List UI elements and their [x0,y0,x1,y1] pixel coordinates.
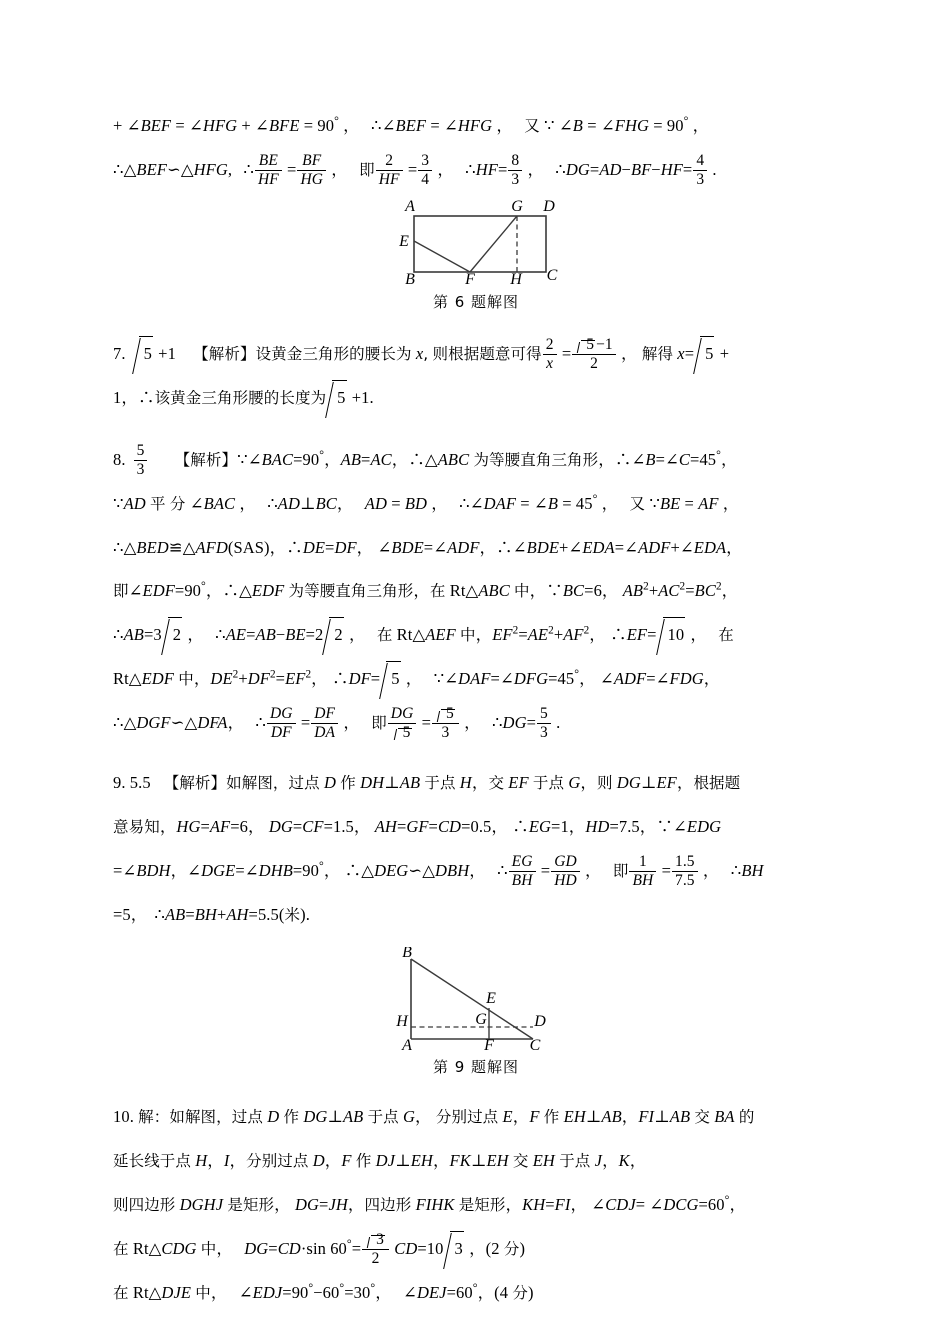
fraction-df-da: $\frac{DF}{DA}$ [311,705,338,741]
paragraph-q9-line1: 9. 5.5 【解析】如解图，过点 D 作 DH⊥AB 于点 H，交 EF 于点 G，则 DG⊥EF，根据题 [113,773,741,792]
label-g: G [511,198,523,215]
figure-q9-caption: 第 9 题解图 [432,1058,520,1076]
paragraph-q8-line4: 即∠EDF=90°，∴△EDF 为等腰直角三角形，在 Rt△ABC 中，∵BC=6， $AB^2+AC^2=BC^2$， [113,578,739,600]
label-h: H [396,1013,408,1030]
label-b: B [405,271,415,286]
figure-q6 [113,198,839,312]
label-a: A [405,198,415,215]
paragraph-q6-continued: + ∠BEF = ∠HFG + ∠BFE = 90° ， ∴∠BEF = ∠HFG ， 又 ∵ ∠B = ∠FHG = 90° ， [113,113,710,135]
label-d: D [543,198,555,215]
paragraph-q9-line2: 意易知，HG=AF=6， DG=CF=1.5， AH=GF=CD=0.5， ∴EG=1，HD=7.5，∵∠EDG [113,817,722,836]
paragraph-q10-line3: 则四边形 DGHJ 是矩形， DG=JH，四边形 FIHK 是矩形，KH=FI， ∠CDJ= ∠DCG=60°， [113,1192,747,1214]
fraction-result-5-3: $\frac{5}{3}$ [537,705,551,741]
sqrt-5: 5 [134,332,153,375]
paragraph-q6-continued-2: ∴△BEF∽△HFG, ∴ $\frac{BE}{HF}$ = $\frac{BF}{HG}$ ， 即 $\frac{2}{HF}$ = $\frac{3}{4}$ ， ∴HF= $\frac{8}{3}$ ， ∴DG=AD−BF−HF= $\frac{4}{3}$ . [113,152,717,188]
fraction-eg-bh: $\frac{EG}{BH}$ [509,853,536,889]
fraction-sqrt5-3: $\frac{5}{3}$ [432,705,459,741]
fraction-2-x: $\frac{2}{x}$ [543,336,557,372]
paragraph-q7-line1: 7. 5 +1 【解析】设黄金三角形的腰长为 x, 则根据题意可得 $\frac{2}{x}$ = $\frac{5 -1}{2}$ ， 解得 x= 5 + [113,332,839,376]
label-e: E [486,990,496,1007]
label-g: G [475,1011,487,1028]
fraction-answer-5-3: $\frac{5}{3}$ [134,442,148,478]
figure-q9-svg [381,947,571,1051]
paragraph-q8-line1: 8. $\frac{5}{3}$ 【解析】∵∠BAC=90°，AB=AC，∴△ABC 为等腰直角三角形，∴∠B=∠C=45°， [113,442,738,478]
fraction-4-3: $\frac{4}{3}$ [693,152,707,188]
label-c: C [529,1037,541,1051]
document-content [113,104,839,1315]
paragraph-q7-line2: 1，∴该黄金三角形腰的长度为 5 +1. [113,376,839,420]
fraction-1-bh: $\frac{1}{BH}$ [629,853,656,889]
paragraph-q9-line4: =5， ∴AB=BH+AH=5.5(米). [113,905,310,924]
paragraph-q8-line5: ∴AB=3 2 ， ∴AE=AB−BE=2 2 ， 在 Rt△AEF 中，$EF^2=AE^2+AF^2$， ∴EF= 10 ， 在 [113,613,839,657]
segment-ef [414,241,470,272]
label-a: A [402,1037,412,1051]
fraction-gd-hd: $\frac{GD}{HD}$ [551,853,580,889]
rectangle-abcd [414,216,546,272]
fraction-2-hf: $\frac{2}{HF}$ [376,152,403,188]
label-c: C [546,267,558,284]
fraction-dg-df: $\frac{DG}{DF}$ [267,705,296,741]
fraction-8-3: $\frac{8}{3}$ [508,152,522,188]
paragraph-q9-line3: =∠BDH，∠DGE=∠DHB=90°， ∴△DEG∽△DBH， ∴ $\frac{EG}{BH}$ = $\frac{GD}{HD}$ ， 即 $\frac{1}{BH}$ = $\frac{1.5}{7.5}$ ， ∴BH [113,853,764,889]
label-f: F [484,1037,494,1051]
fraction-be-hf: $\frac{BE}{HF}$ [255,152,282,188]
fraction-sqrt3-2: $\frac{3}{2}$ [362,1231,389,1267]
paragraph-q10-line1: 10. 解：如解图，过点 D 作 DG⊥AB 于点 G， 分别过点 E，F 作 EH⊥AB，FI⊥AB 交 BA 的 [113,1107,755,1126]
fraction-sqrt5-minus1-2: $\frac{5 -1}{2}$ [572,336,616,372]
label-h: H [510,271,522,286]
figure-q6-caption: 第 6 题解图 [432,293,520,311]
paragraph-q8-line6: Rt△EDF 中，$DE^2+DF^2=EF^2$， ∴DF= 5 ， ∵∠DAF=∠DFG=45°， ∠ADF=∠FDG， [113,657,839,701]
paragraph-q10-line4: 在 Rt△CDG 中， DG=CD·sin 60°= $\frac{3}{2}$ CD=10 3 ，(2 分) [113,1227,839,1271]
paragraph-q8-line2: ∵AD 平 分 ∠BAC ， ∴AD⊥BC， AD = BD ， ∴∠DAF = ∠B = 45° ， 又 ∵BE = AF ， [113,491,740,513]
label-b: B [402,947,412,961]
label-e: E [399,233,409,250]
paragraph-q8-line3: ∴△BED≌△AFD(SAS)，∴DE=DF， ∠BDE=∠ADF，∴∠BDE+∠EDA=∠ADF+∠EDA， [113,538,743,557]
paragraph-q10-line5: 在 Rt△DJE 中， ∠EDJ=90°−60°=30°， ∠DEJ=60°，(4 分) [113,1280,534,1302]
fraction-bf-hg: $\frac{BF}{HG}$ [297,152,326,188]
label-f: F [465,271,475,286]
figure-q9 [113,947,839,1077]
paragraph-q10-line2: 延长线于点 H，I，分别过点 D，F 作 DJ⊥EH，FK⊥EH 交 EH 于点 J，K， [113,1151,647,1170]
fraction-3-4: $\frac{3}{4}$ [418,152,432,188]
paragraph-q8-line7: ∴△DGF∽△DFA， ∴ $\frac{DG}{DF}$ = $\frac{DF}{DA}$ ， 即 $\frac{DG}{5}$ = $\frac{5}{3}$ ， ∴DG= $\frac{5}{3}$ . [113,705,561,741]
fraction-dg-sqrt5: $\frac{DG}{5}$ [388,705,417,741]
segment-fg [470,216,517,272]
fraction-1p5-7p5: $\frac{1.5}{7.5}$ [672,853,698,889]
figure-q6-svg [386,198,566,286]
label-d: D [534,1013,546,1030]
